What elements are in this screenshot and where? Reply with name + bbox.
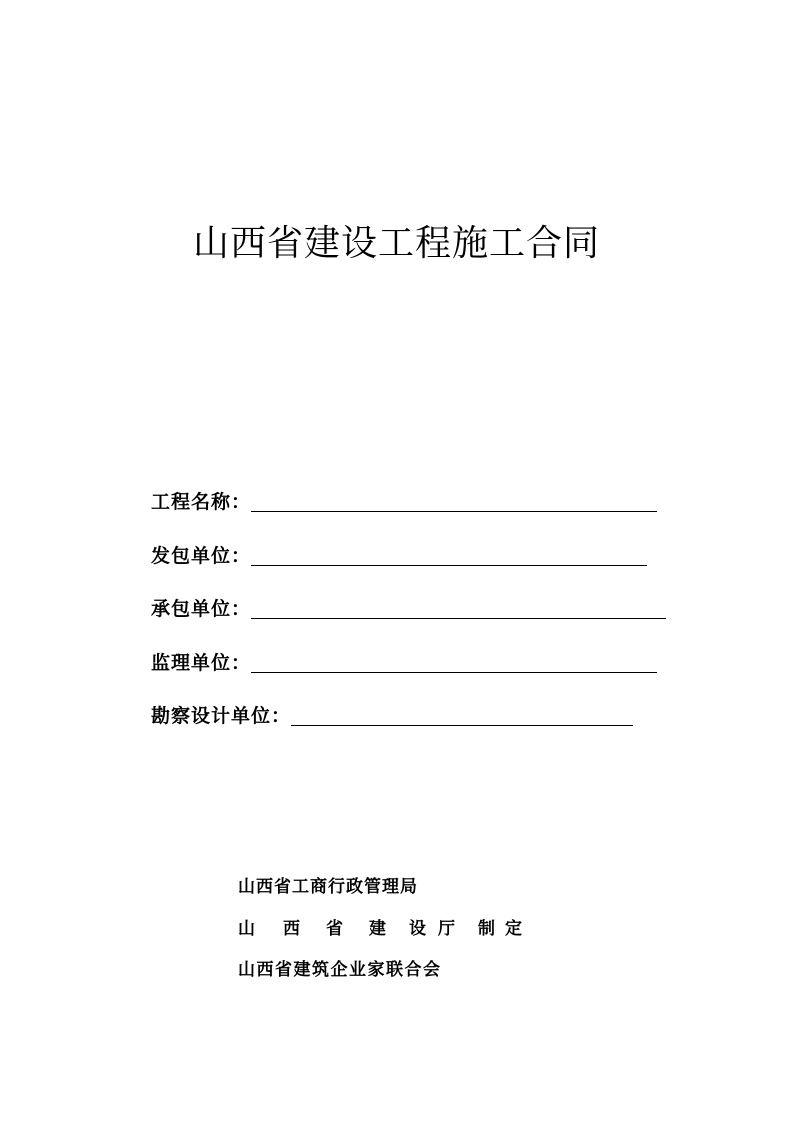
contractor-field: [151, 591, 666, 621]
employer-field: [151, 538, 647, 568]
project-name-field: [151, 484, 657, 514]
issuer-line-1: 山西省工商行政管理局: [238, 877, 418, 897]
issuer-line-2-char: 省: [326, 919, 343, 939]
supervisor-label: 监理单位：: [151, 652, 252, 674]
employer-blank-line[interactable]: [251, 565, 647, 566]
issuer-line-2-char: 制: [478, 919, 495, 939]
contractor-label: 承包单位：: [151, 598, 252, 620]
survey-design-blank-line[interactable]: [291, 725, 633, 726]
project-name-label: 工程名称：: [151, 491, 252, 513]
issuer-line-3: 山西省建筑企业家联合会: [238, 960, 442, 980]
document-title: 山西省建设工程施工合同: [192, 223, 600, 264]
issuer-line-2-char: 设: [409, 919, 426, 939]
issuer-line-2: [238, 917, 522, 941]
employer-label: 发包单位：: [151, 545, 252, 567]
contractor-blank-line[interactable]: [251, 618, 666, 619]
issuer-line-2-char: 建: [369, 919, 386, 939]
project-name-blank-line[interactable]: [251, 511, 657, 512]
survey-design-label: 勘察设计单位：: [151, 705, 292, 727]
issuer-line-2-char: 西: [283, 919, 300, 939]
supervisor-blank-line[interactable]: [251, 672, 657, 673]
survey-design-field: [151, 698, 633, 728]
issuer-line-2-char: 厅: [438, 919, 455, 939]
issuer-line-2-char: 山: [238, 919, 255, 939]
supervisor-field: [151, 645, 657, 675]
issuer-line-2-char: 定: [505, 919, 522, 939]
